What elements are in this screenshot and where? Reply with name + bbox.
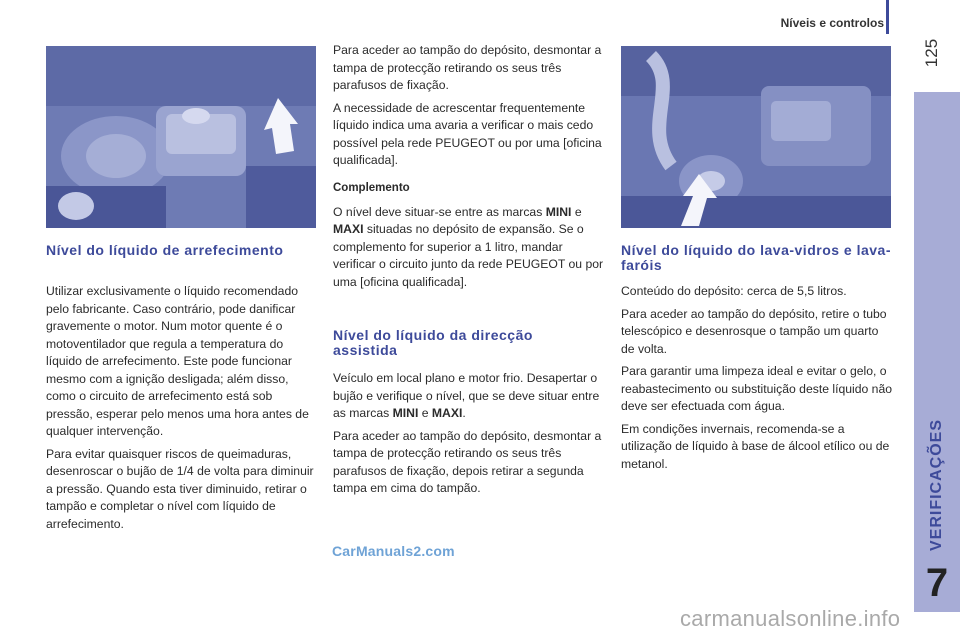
chapter-number: 7 xyxy=(925,561,949,605)
washer-paragraph-1: Conteúdo do depósito: cerca de 5,5 litros. xyxy=(621,284,847,298)
steering-text-block xyxy=(333,370,605,503)
mark-max: MAXI xyxy=(333,222,364,236)
washer-paragraph-2: Para aceder ao tampão do depósito, retire o tubo telescópico e desenrosque o tampão um quarto de volta. xyxy=(621,306,887,356)
steering-paragraph-2: Para aceder ao tampão do depósito, desmontar a tampa de protecção retirando os seus três parafusos de fixação, depois retirar a segunda tampa em cima do tampão. xyxy=(333,428,602,495)
heading-coolant-level: Nível do líquido de arrefecimento xyxy=(46,242,284,258)
washer-reservoir-photo xyxy=(621,46,891,228)
heading-power-steering-level: Nível do líquido da direcção assistida xyxy=(333,327,533,358)
washer-text-block xyxy=(621,283,893,478)
steering-paragraph-1: Veículo em local plano e motor frio. Desapertar o bujão e verifique o nível, que se deve situar entre as marcas MINI e MAXI. xyxy=(333,371,600,420)
complement-block xyxy=(333,180,605,296)
complement-paragraph: O nível deve situar-se entre as marcas MINI e MAXI situadas no depósito de expansão. Se o complemento for superior a 1 litro, mandar verificar o circuito junto da rede PEUGEOT ou por uma [oficina qualificada]. xyxy=(333,204,604,289)
watermark-carmanuals2: CarManuals2.com xyxy=(332,543,455,559)
mark-min: MINI xyxy=(545,204,572,219)
complement-title: Complemento xyxy=(333,182,410,194)
heading-washer-level: Nível do líquido do lava-vidros e lava-faróis xyxy=(621,242,892,273)
header-rule xyxy=(886,0,889,34)
watermark-carmanualsonline: carmanualsonline.info xyxy=(680,606,901,631)
washer-paragraph-4: Em condições invernais, recomenda-se a utilização de líquido à base de álcool etílico ou de metanol. xyxy=(621,421,890,471)
coolant-reservoir-photo xyxy=(46,46,316,228)
chapter-tab-label: VERIFICAÇÕES xyxy=(928,418,945,552)
coolant-text-block xyxy=(46,283,318,538)
coolant-access-paragraph: Para aceder ao tampão do depósito, desmontar a tampa de protecção retirando os seus três parafusos de fixação. xyxy=(333,43,602,92)
coolant-paragraph-1: Utilizar exclusivamente o líquido recomendado pelo fabricante. Caso contrário, pode danificar gravemente o motor. Num motor quente é o motoventilador que regula a temperatura do líquido de arrefecimento. Este pode funcionar mesmo com a ignição desligada; além disso, como o circuito de arrefecimento está sob pressão, esperar pelo menos uma hora antes de qualquer intervenção. xyxy=(46,284,309,438)
coolant-paragraph-2: Para evitar quaisquer riscos de queimaduras, desenroscar o bujão de 1/4 de volta para diminuir a pressão. Quando esta tiver diminuido, retirar o tampão e completar o nível com líquido de arrefecimento. xyxy=(46,446,314,531)
coolant-continued-text-block xyxy=(333,42,605,175)
page-number: 125 xyxy=(922,38,941,68)
washer-paragraph-3: Para garantir uma limpeza ideal e evitar o gelo, o reabastecimento ou substituição deste líquido não deve ser efectuada com água. xyxy=(621,364,893,413)
coolant-warning-paragraph: A necessidade de acrescentar frequentemente líquido indica uma avaria a verificar o mais cedo possível pela rede PEUGEOT ou por uma [oficina qualificada]. xyxy=(333,100,602,167)
section-title: Níveis e controlos xyxy=(780,16,884,30)
